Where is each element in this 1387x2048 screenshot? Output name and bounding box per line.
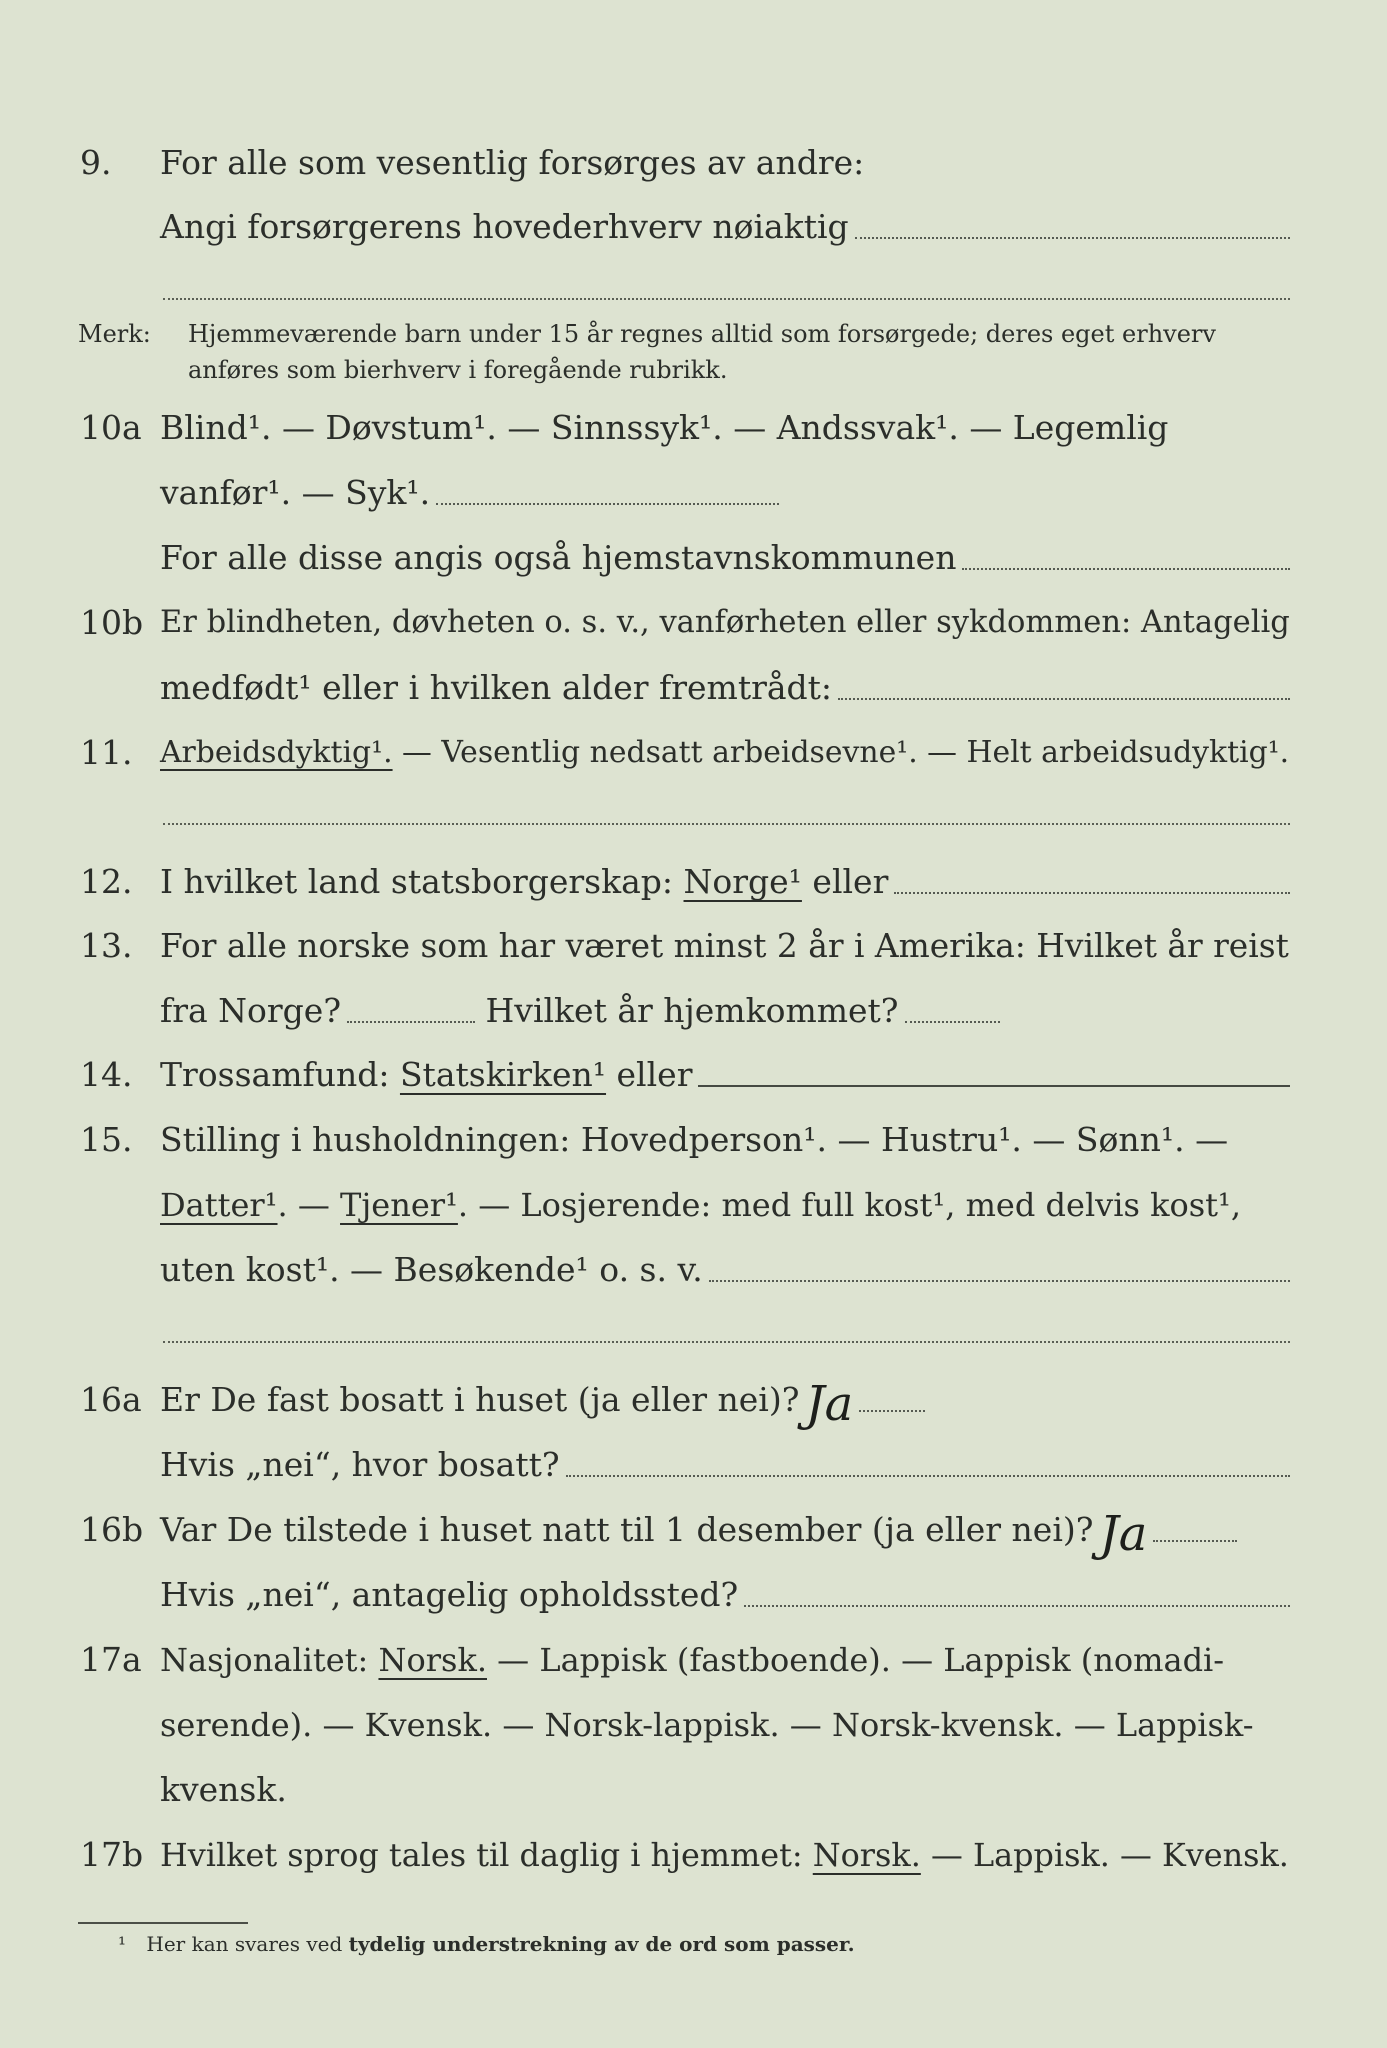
q17a-option-selected[interactable]: Norsk.: [378, 1641, 487, 1679]
note-text1: Hjemmeværende barn under 15 år regnes alltid som forsørgede; deres eget erhverv: [188, 320, 1216, 348]
q15-row3: [0, 1245, 1387, 1295]
q9-row: [0, 138, 1387, 188]
q17b-number: 17b: [80, 1835, 144, 1874]
q16a-number: 16a: [80, 1380, 142, 1419]
q14-answer-line[interactable]: [698, 1085, 1290, 1087]
q11-line: [160, 728, 1290, 778]
q17a-row1: [0, 1635, 1387, 1685]
q14-post: eller: [606, 1055, 693, 1094]
q13-row1: [0, 921, 1387, 971]
q10a-row1: [0, 403, 1387, 453]
footnote-text-a: Her kan svares ved: [146, 1932, 349, 1956]
q13-text1: For alle norske som har været minst 2 år i Amerika: Hvilket år reist: [160, 927, 1289, 965]
q17a-number: 17a: [80, 1640, 142, 1679]
q16b-line1: [160, 1505, 1237, 1562]
q9-extra-answer-line[interactable]: [163, 298, 1290, 300]
q10a-line3: [160, 533, 1290, 583]
q10b-line1: [160, 598, 1290, 648]
q16b-row1: [0, 1505, 1387, 1562]
q16a-text2: Hvis „nei“, hvor bosatt?: [160, 1445, 560, 1484]
q9-answer-line[interactable]: [855, 237, 1290, 239]
q10a-number: 10a: [80, 408, 142, 447]
q9-line2: [160, 202, 1290, 252]
q14-row: [0, 1050, 1387, 1100]
q11-number: 11.: [80, 733, 133, 772]
q16a-text1: Er De fast bosatt i huset (ja eller nei)?: [160, 1380, 800, 1419]
q17b-other-options[interactable]: — Lappisk. — Kvensk.: [920, 1836, 1289, 1874]
q10a-hometown-line[interactable]: [962, 568, 1290, 570]
q10a-answer-line[interactable]: [436, 503, 779, 505]
q13-text2a: fra Norge?: [160, 991, 342, 1030]
q10b-text1: Er blindheten, døvheten o. s. v., vanførheten eller sykdommen: Antagelig: [160, 605, 1290, 640]
q10a-text1: Blind¹. — Døvstum¹. — Sinnssyk¹. — Andssvak¹. — Legemlig: [160, 408, 1169, 447]
q12-row: [0, 857, 1387, 907]
q10a-text3: For alle disse angis også hjemstavnskommunen: [160, 538, 957, 577]
q15-text2-rest: . — Losjerende: med full kost¹, med delvis kost¹,: [457, 1186, 1242, 1224]
q9-row2: [0, 202, 1387, 252]
q14-number: 14.: [80, 1055, 133, 1094]
q13-line1: [160, 921, 1290, 971]
footnote-mark: ¹: [118, 1932, 127, 1956]
q16b-number: 16b: [80, 1510, 144, 1549]
q15-line2: [160, 1180, 1290, 1230]
q16b-text2: Hvis „nei“, antagelig opholdssted?: [160, 1575, 739, 1614]
note-row1: [78, 316, 1290, 352]
q10b-text2: medfødt¹ eller i hvilken alder fremtrådt:: [160, 668, 833, 707]
q15-row2: [0, 1180, 1387, 1230]
q15-option-datter[interactable]: Datter¹: [160, 1186, 278, 1224]
q10a-row2: [0, 468, 1387, 518]
q14-option-selected[interactable]: Statskirken¹: [399, 1055, 607, 1094]
q16a-answer-line[interactable]: [859, 1410, 925, 1412]
q12-option-selected[interactable]: Norge¹: [683, 862, 802, 901]
footnote: [118, 1929, 855, 1959]
q10b-row2: [0, 663, 1387, 713]
q17a-row3: [0, 1765, 1387, 1815]
q11-row: [0, 728, 1387, 778]
q11-extra-answer-line[interactable]: [163, 823, 1290, 825]
q13-text2b: Hvilket år hjemkommet?: [475, 991, 899, 1030]
q15-number: 15.: [80, 1120, 133, 1159]
q10a-line2: [160, 468, 779, 518]
q16a-row1: [0, 1375, 1387, 1432]
q9-text: For alle som vesentlig forsørges av andre:: [160, 143, 865, 182]
q15-text3: uten kost¹. — Besøkende¹ o. s. v.: [160, 1250, 703, 1289]
q15-line1: [160, 1115, 1290, 1165]
q15-extra-answer-line[interactable]: [163, 1341, 1290, 1343]
q12-post: eller: [801, 862, 889, 901]
q10a-text2: vanfør¹. — Syk¹.: [160, 473, 431, 512]
q17a-line3: [160, 1765, 1290, 1815]
q13-line2: [160, 986, 1000, 1036]
q9-number: 9.: [80, 143, 112, 182]
q12-text: I hvilket land statsborgerskap:: [160, 862, 684, 901]
q17a-text1-rest[interactable]: — Lappisk (fastboende). — Lappisk (nomadi-: [487, 1641, 1225, 1679]
q17b-option-selected[interactable]: Norsk.: [812, 1836, 921, 1874]
q13-number: 13.: [80, 926, 133, 965]
q17a-text1: Nasjonalitet:: [160, 1641, 379, 1679]
q13-departure-year-line[interactable]: [347, 1021, 475, 1023]
q16a-line2: [160, 1440, 1290, 1490]
q17b-line: [160, 1830, 1290, 1880]
q15-separator: . —: [277, 1186, 341, 1224]
q17a-line1: [160, 1635, 1290, 1685]
note-row2: [78, 352, 1290, 388]
q11-other-options[interactable]: — Vesentlig nedsatt arbeidsevne¹. — Helt arbeidsudyktig¹.: [392, 735, 1290, 770]
q16b-line2: [160, 1570, 1290, 1620]
q15-row1: [0, 1115, 1387, 1165]
q12-number: 12.: [80, 862, 133, 901]
q17a-text2[interactable]: serende). — Kvensk. — Norsk-lappisk. — Norsk-kvensk. — Lappisk-: [160, 1706, 1254, 1744]
q17b-text: Hvilket sprog tales til daglig i hjemmet:: [160, 1836, 813, 1874]
q12-answer-line[interactable]: [894, 892, 1290, 894]
q16a-line1: [160, 1375, 925, 1432]
q16b-text1: Var De tilstede i huset natt til 1 desember (ja eller nei)?: [160, 1510, 1094, 1549]
q17a-row2: [0, 1700, 1387, 1750]
footnote-divider: [78, 1922, 248, 1924]
q16a-residence-line[interactable]: [566, 1475, 1290, 1477]
q16b-row2: [0, 1570, 1387, 1620]
note-label: Merk:: [78, 320, 151, 348]
q16b-answer-line[interactable]: [1153, 1540, 1237, 1542]
q14-text: Trossamfund:: [160, 1055, 400, 1094]
q13-return-year-line[interactable]: [905, 1021, 1000, 1023]
q16a-handwritten-answer[interactable]: Ja: [805, 1376, 854, 1432]
footnote-text-b: tydelig understrekning av de ord som passer.: [348, 1932, 855, 1956]
q17a-text3[interactable]: kvensk.: [160, 1770, 287, 1809]
q10b-answer-line[interactable]: [838, 698, 1290, 700]
q10a-line1: [160, 403, 1290, 453]
q13-row2: [0, 986, 1387, 1036]
q17b-row: [0, 1830, 1387, 1880]
note-text2: anføres som bierhverv i foregående rubrikk.: [188, 356, 728, 384]
q16b-handwritten-answer[interactable]: Ja: [1099, 1506, 1148, 1562]
q10b-number: 10b: [80, 603, 144, 642]
q15-option-tjener[interactable]: Tjener¹: [340, 1186, 458, 1224]
q14-line: [160, 1050, 1290, 1100]
q15-answer-line[interactable]: [709, 1280, 1290, 1282]
q11-option-selected[interactable]: Arbeidsdyktig¹.: [160, 735, 393, 770]
q10b-line2: [160, 663, 1290, 713]
q15-line3: [160, 1245, 1290, 1295]
q16a-row2: [0, 1440, 1387, 1490]
q15-text1: Stilling i husholdningen: Hovedperson¹. — Hustru¹. — Sønn¹. —: [160, 1120, 1229, 1159]
q9-text2: Angi forsørgerens hovederhverv nøiaktig: [160, 207, 849, 246]
q10b-row1: [0, 598, 1387, 648]
q9-line1: [160, 138, 1290, 188]
q12-line: [160, 857, 1290, 907]
q10a-row3: [0, 533, 1387, 583]
q17a-line2: [160, 1700, 1290, 1750]
q16b-whereabouts-line[interactable]: [744, 1605, 1290, 1607]
